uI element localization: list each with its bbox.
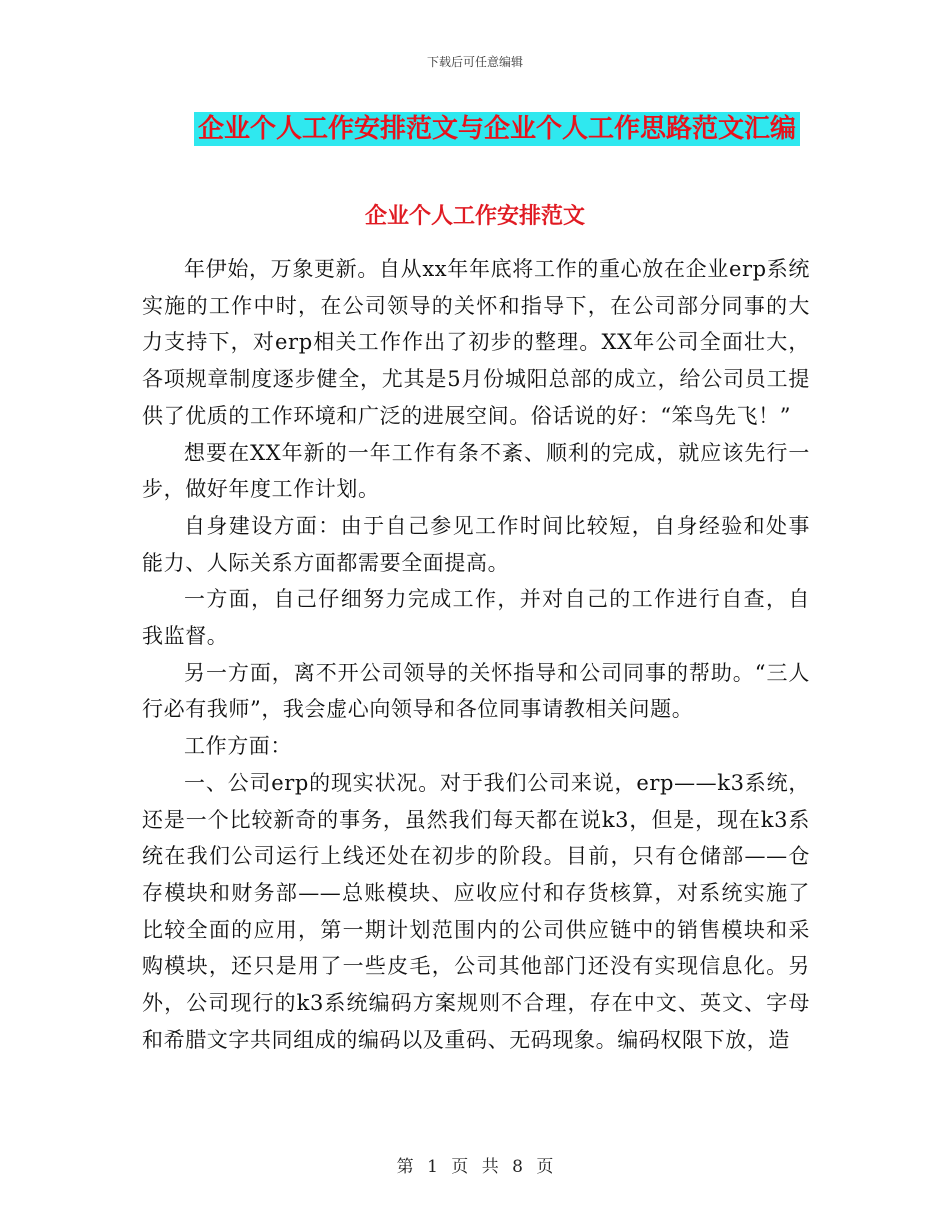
document-title-container — [0, 112, 950, 146]
paragraph: 想要在XX年新的一年工作有条不紊、顺利的完成，就应该先行一步，做好年度工作计划。 — [142, 440, 810, 502]
section-title: 企业个人工作安排范文 — [364, 203, 585, 229]
paragraph: 一方面，自己仔细努力完成工作，并对自己的工作进行自查，自我监督。 — [142, 587, 810, 649]
paragraph: 一、公司erp的现实状况。对于我们公司来说，erp——k3系统，还是一个比较新奇的事务，虽然我们每天都在说k3，但是，现在k3系统在我们公司运行上线还处在初步的阶段。目前，只有仓储部——仓存模块和财务部——总账模块、应收应付和存货核算，对系统实施了比较全面的应用，第一期计划范围内的公司供应链中的销售模块和采购模块，还只是用了一些皮毛，公司其他部门还没有实现信息化。另外，公司现行的k3系统编码方案规则不合理，存在中文、英文、字母和希腊文字共同组成的编码以及重码、无码现象。编码权限下放，造 — [142, 770, 810, 1052]
paragraph: 工作方面： — [184, 734, 292, 759]
paragraph: 另一方面，离不开公司领导的关怀指导和公司同事的帮助。“三人行必有我师”，我会虚心向领导和各位同事请教相关问题。 — [142, 660, 810, 722]
page-footer: 第 1 页 共 8 页 — [396, 1157, 554, 1177]
document-title: 企业个人工作安排范文与企业个人工作思路范文汇编 — [194, 112, 800, 146]
page-header-note: 下载后可任意编辑 — [426, 55, 523, 69]
paragraph: 自身建设方面：由于自己参见工作时间比较短，自身经验和处事能力、人际关系方面都需要全面提高。 — [142, 513, 810, 575]
document-body — [142, 251, 810, 1058]
paragraph: 年伊始，万象更新。自从xx年年底将工作的重心放在企业erp系统实施的工作中时，在公司领导的关怀和指导下，在公司部分同事的大力支持下，对erp相关工作作出了初步的整理。XX年公司全面壮大，各项规章制度逐步健全，尤其是5月份城阳总部的成立，给公司员工提供了优质的工作环境和广泛的进展空间。俗话说的好：“笨鸟先飞！” — [142, 257, 810, 428]
